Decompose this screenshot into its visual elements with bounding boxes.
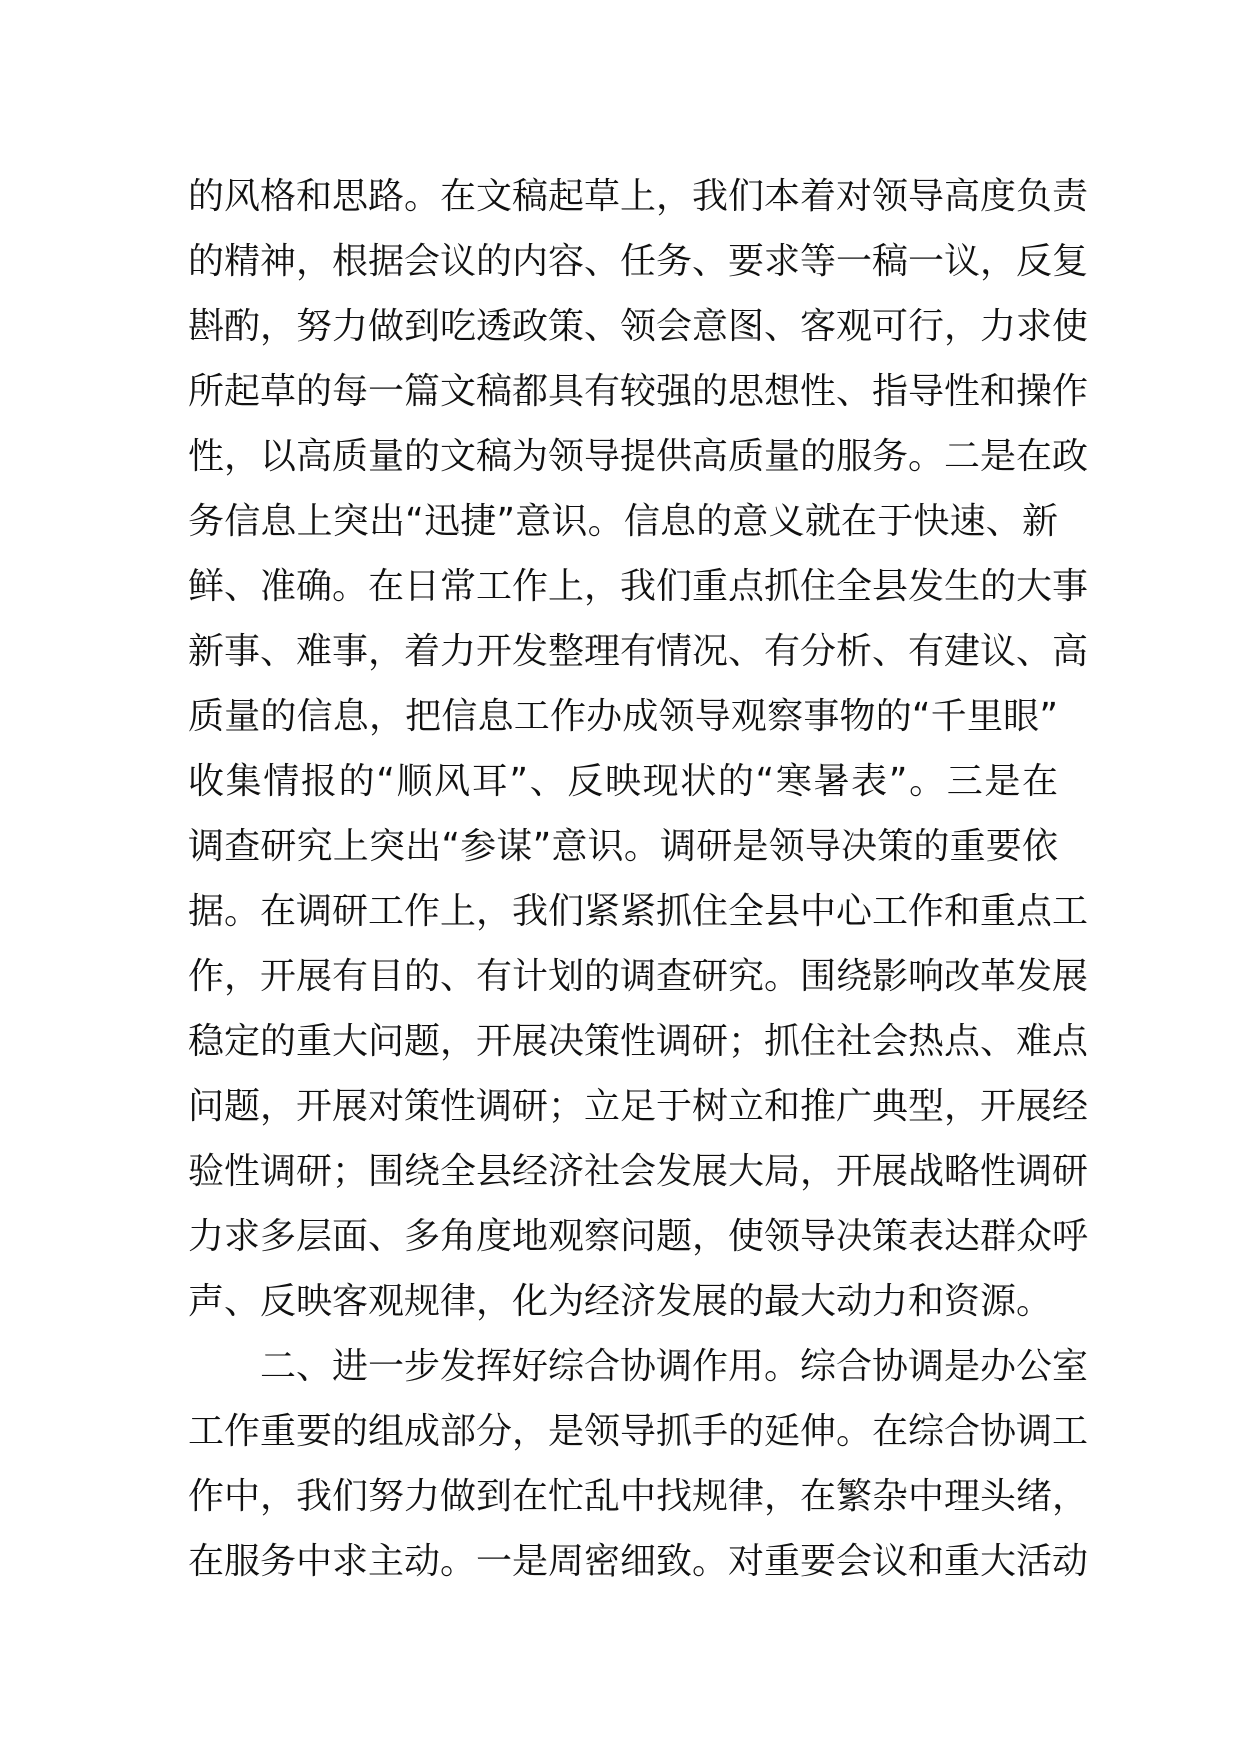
text-line: 二、进一步发挥好综合协调作用。综合协调是办公室 [260,1346,1089,1387]
text-line: 收集情报的“顺风耳”、反映现状的“寒暑表”。三是在 [188,761,1058,802]
text-line: 验性调研；围绕全县经济社会发展大局，开展战略性调研 [188,1151,1089,1192]
text-line: 力求多层面、多角度地观察问题，使领导决策表达群众呼 [188,1216,1089,1257]
text-line: 务信息上突出“迅捷”意识。信息的意义就在于快速、新 [188,501,1058,542]
text-line: 作中，我们努力做到在忙乱中找规律，在繁杂中理头绪， [188,1476,1089,1517]
text-line: 据。在调研工作上，我们紧紧抓住全县中心工作和重点工 [188,891,1089,932]
text-line: 所起草的每一篇文稿都具有较强的思想性、指导性和操作 [188,371,1089,412]
body-text [188,164,1089,1594]
text-line: 的风格和思路。在文稿起草上，我们本着对领导高度负责 [188,176,1089,217]
text-line: 性，以高质量的文稿为领导提供高质量的服务。二是在政 [188,436,1089,477]
text-line: 斟酌，努力做到吃透政策、领会意图、客观可行，力求使 [188,306,1089,347]
text-line: 稳定的重大问题，开展决策性调研；抓住社会热点、难点 [188,1021,1089,1062]
text-line: 调查研究上突出“参谋”意识。调研是领导决策的重要依 [188,826,1058,867]
text-line: 作，开展有目的、有计划的调查研究。围绕影响改革发展 [188,956,1089,997]
text-line: 质量的信息，把信息工作办成领导观察事物的“千里眼” [188,696,1058,737]
text-line: 鲜、准确。在日常工作上，我们重点抓住全县发生的大事 [188,566,1089,607]
text-line: 新事、难事，着力开发整理有情况、有分析、有建议、高 [188,631,1089,672]
text-line: 的精神，根据会议的内容、任务、要求等一稿一议，反复 [188,241,1089,282]
text-line: 问题，开展对策性调研；立足于树立和推广典型，开展经 [188,1086,1089,1127]
text-line: 工作重要的组成部分，是领导抓手的延伸。在综合协调工 [188,1411,1089,1452]
text-line: 在服务中求主动。一是周密细致。对重要会议和重大活动 [188,1541,1089,1582]
text-line: 声、反映客观规律，化为经济发展的最大动力和资源。 [188,1281,1053,1322]
